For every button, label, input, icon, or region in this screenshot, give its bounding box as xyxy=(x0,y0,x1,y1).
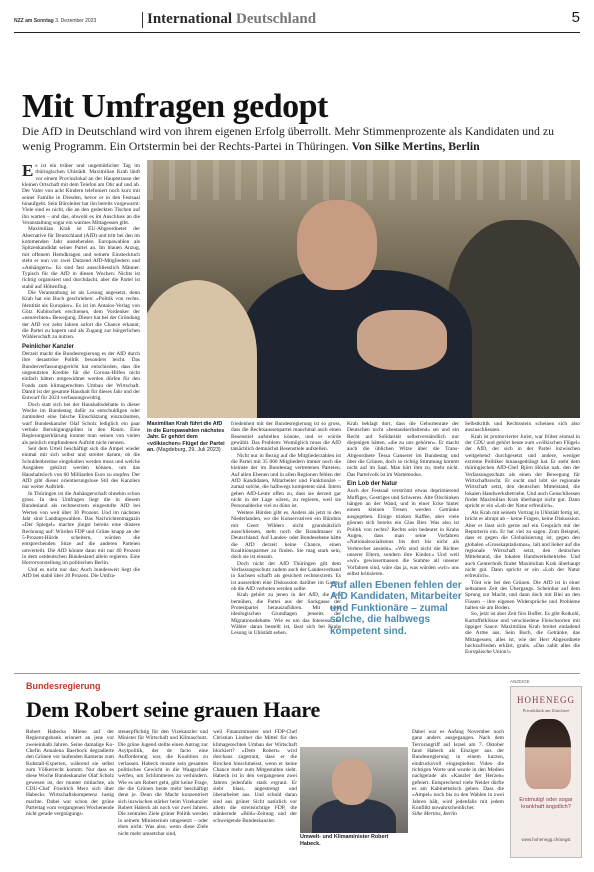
article2-byline: Silke Mertins, Berlin xyxy=(412,811,457,818)
paragraph: Die Veranstaltung ist als Lesung angesetzt, denn Krah hat ein Buch geschrieben: «Politik von rechts. Identität als Europäer». Es ist im Antaios-Verlag von Götz Kubitschek erschienen, dem Vordenker der «neurechten» Bewegung. Dieser hat bei der Gründung der AfD vor zehn Jahren sofort die Chance erkannt, die Partei zu kapern und als Zugang zur bürgerlichen Wählerschaft zu nutzen. xyxy=(22,289,140,341)
article2-column-2 xyxy=(118,729,208,837)
paragraph: Tönt wie bei den Grünen. Die AfD ist in einer seltsamen Zeit des Übergangs. Scheinbar auf dem Sprung zur Macht, und dann doch mit Blei an den Füssen – ihre eigenen Widersprüche und Probleme halten sie am Boden. xyxy=(465,579,580,611)
paragraph: Selbstkritik und Rechtsstein scheinen sich also auszuschliessen. xyxy=(465,421,580,434)
masthead-dateline xyxy=(14,18,96,24)
ad-call-to-action: Erstmutig! oder sogar krankhaft ängstlich? xyxy=(519,797,573,810)
article2-column-4 xyxy=(412,729,504,818)
ad-url-link[interactable]: www.hohenegg.ch/angst xyxy=(521,837,571,842)
paragraph: Derzeit macht die Bundesregierung es der AfD durch ihre desaströse Politik besonders leicht. Das Bundesverfassungsgericht hat entschieden, dass die ungenutzten Kredite für die Corona-Hilfen nicht einfach hätten umgewidmet werden dürfen für den Fonds zum klimagerechten Umbau der Wirtschaft. Damit ist der gesamte Haushalt für dieses Jahr und der Entwurf für 2024 verfassungswidrig. xyxy=(22,350,140,402)
photo-figure-blonde xyxy=(147,280,257,418)
photo-face xyxy=(332,759,372,805)
photo-face xyxy=(297,200,377,290)
article2-column-3-top xyxy=(300,729,408,747)
photo-background-lights xyxy=(147,160,580,200)
article-column-2 xyxy=(231,421,341,637)
paragraph: Doch statt sich bei der Haushaltsdebatte in dieser Woche im Bundestag dafür zu entschuldigen oder zumindest eine falsche Einschätzung einzuräumen, warf Bundeskanzler Olaf Scholz lediglich ein paar verbale Beruhigungspillen in den Raum. Eine Regierungserklärung konnte man seinen von vielen als peinlich empfundenen Auftritt nicht nennen. xyxy=(22,401,140,446)
photo-hand xyxy=(357,310,447,370)
ad-label: ANZEIGE xyxy=(510,679,530,684)
paragraph: So, jetzt ist aber Zeit fürs Buffet. Es gibt Rotkohl, Kartoffelklösse und verschiedene Fleischsorten mit üppiger Sauce. Maximilian Krah breitet einladend die Arme aus. Sein Buch, die Getränke, das Mittagessen, alles ist, wie der Herr Abgeordnete hochzufrieden erklärt, gratis. «Das zahlt alles die Europäische Union!» xyxy=(465,611,580,656)
paragraph: Als Krah mit seinem Vortrag in Uhlstädt fertig ist, bricht er abrupt ab – keine Fragen, keine Diskussion. Aber er lässt sich gerne auf ein Gespräch mit der Reporterin ein. Er hat viel zu sagen. Zum Beispiel, dass er gegen die Globalisierung ist, gegen den globalen «Grosskapitalismus», lalt und lieber auf die regionale Wirtschaft setzt, den deutschen Mittelstand, die lokalen Handwerksbetriebe. Und auch Gentechnik findet Maximilian Krah überhaupt nicht gut. Dann spricht er ein «Lob der Natur erfreulich». xyxy=(465,509,580,580)
paragraph: In Thüringen ist die Anhängerschaft ohnehin schon gross. In den Umfragen liegt die in diesem Bundesland als rechtsextrem eingestufte AfD bei Werten von weit über 30 Prozent. Und im nächsten Jahr sind Landtagswahlen. Das Nachrichtenmagazin «Der Spiegel» machte jüngst bereits eine düstere Rechnung auf: Würden FDP und Grüne knapp an der 5-Prozent-Hürde scheitern, würden die entsprechenden Sitze auf die anderen Parteien umverteilt. Die AfD könnte dann mit nur 40 Prozent in dem ostdeutschen Bundesland allein regieren. Eine Horrorvorstellung im politischen Berlin. xyxy=(22,490,140,567)
article2-photo-habeck xyxy=(300,747,408,833)
paragraph: Weitere Hürden gibt es. Anders als jetzt in den Niederlanden, wo die Konservativen ein Bündnis mit Geert Wilders nicht grundsätzlich ausschliessen, steht noch die Brandmauer in Deutschland. Auf Landes- oder Bundesebene hätte die AfD derzeit keine Chance, einen Koalitionspartner zu finden. Sie mag stark sein, doch sie ist einsam. xyxy=(231,509,341,561)
paragraph: Auch der Festsaal verströmt etwas deprimierend Muffiges, Gestriges und Schweres. Alte Ölschinken hängen an der Wand, und in einer Ecke hinter einem kleinen Tresen werden Getränke ausgegeben. Einige trinken Kaffee, aber viele gönnen sich bereits ein Glas Bier. Was also ist Politik von rechts? Rechts sein bedeutet in Krahs Augen, dass man seine Vorfahren «Nationalsozialismus bis dort bis nicht als Verbrecher ansieht». «Wir sind nicht die Richter unserer Eltern, sondern ihre Kinder.» Und weil «wir» gewissermassen die Summe all unserer Vorfahren sind, wäre das ja, was würden «wir» uns selbst kritisieren. xyxy=(347,488,459,577)
paragraph: Krah gehört zu jenen in der AfD, die sich bemühen, die Partei aus der Sackgasse der Protestpartei herauszuführen. Mit mehr ideologischen Grundlagen jenseits der Migrationsdebatte. Wie es um das Interesse der Wähler daran bestellt ist, lässt sich bei Krahs Lesung in Uhlstädt sehen. xyxy=(231,592,341,637)
paper-name: NZZ am Sonntag xyxy=(14,18,54,24)
article2-headline: Dem Robert seine grauen Haare xyxy=(26,697,320,722)
section-name: International xyxy=(147,11,233,27)
article2-column-1 xyxy=(26,729,114,818)
article-column-1 xyxy=(22,163,140,579)
paragraph: steuerpflichtig für den Vizekanzler und Minister für Wirtschaft und Klimaschutz. Die grüne Jugend stellte einen Antrag zur Asylpolitik, der de facto eine Aufforderung war, die Koalition zu verlassen. Habeck musste sein gesamtes politisches Gewicht in die Waagschale werfen, um Schlimmeres zu verhindern. Wie es um Robert geht, gibt keine Frage, die die Grünen heute mehr beschäftigt denn je. Denn die Macht konzentriert sich inzwischen stärker beim Vizekanzler Robert Habeck als noch vor zwei Jahren. Die zentralen Ziele grüner Politik werden in seinem Ministerium umgesetzt – oder eben nicht. Was also, wenn diese Ziele nicht mehr umsetzbar sind, xyxy=(118,729,208,837)
header-rule xyxy=(14,32,580,33)
article2-photo-caption xyxy=(300,834,408,847)
drop-cap: E xyxy=(22,161,34,180)
paragraph: Dabei war es Anfang November noch ganz anders ausgegangen. Nach dem Terrorangriff auf Israel am 7. Oktober fand Habeck als Einziger aus der Bundesregierung in einem kurzen, eindrucksvoll eingespielten Video die richtigen Worte und wurde in den Medien nachgerade als «Kanzler der Herzen» gefeiert. Entsprechend viele Neider dürfte es am Kabinettstisch geben. Dass die «Ampel» noch bis zu den Wahlen in zwei Jahren hält, wird jedenfalls mit jedem Konflikt unwahrscheinlicher. xyxy=(412,729,504,812)
article-column-4 xyxy=(465,421,580,656)
page-number: 5 xyxy=(571,9,580,26)
section-title xyxy=(147,11,316,28)
article-column-3 xyxy=(347,421,459,577)
article-lede xyxy=(22,124,577,154)
article-headline: Mit Umfragen gedopt xyxy=(22,88,328,125)
advertisement[interactable] xyxy=(510,686,582,858)
paragraph: weil Finanzminister und FDP-Chef Christian Lindner die Mittel für den klimagerechten Umbau der Wirtschaft blockiert? «Dem Robert» wird durchaus zugetraut, dass er die Brocken hinschmeisst, wenn er keine Chance mehr zum Mitgestalten sieht. Habeck ist in den vergangenen zwei Jahren jedenfalls stark ergraut. Er sieht blass, angestrengt und überarbeitet aus. Und schuld daran sind aus grüner Sicht natürlich vor allem die streitsüchtige FDP, die stänkernde «Bild»-Zeitung und der schweigende Bundeskanzler. xyxy=(213,729,297,824)
paragraph: Nicht nur in Bezug auf die Mitgliederzahlen ist die Partei mit 35 000 Mitgliedern immer noch die kleinste der im Bundestag vertretenen Parteien. Auf allen Ebenen und in allen Regionen fehlen der AfD Kandidaten, Mitarbeiter und Funktionäre – zumal solche, die halbwegs kompetent sind. Intern geben AfD-Leute offen zu, dass sie derzeit gar nicht in der Lage wären, zu regieren, weil sie Personaldecke viel zu dünn ist. xyxy=(231,452,341,510)
paragraph: Maximilian Krah ist EU-Abgeordneter der Alternative für Deutschland (AfD) und tritt bei den im kommenden Jahr anstehenden Europawahlen als Spitzenkandidat seiner Partei an. Im blauen Anzug, mit offenem Hemdkragen und seinem Einstecktuch steht er nun vor zwei Dutzend AfD-Mitgliedern und «Anhängern». Es sind fast ausschliesslich Männer. Typisch für die AfD in diesen Wochen: Nichts ist richtig organisiert und durchdacht, aber die Partei ist stabil auf Höhenflug. xyxy=(22,226,140,290)
paragraph: friedenheit mit der Bundesregierung ist so gross, dass die Rechtsaussenpartei manchmal auch einen Besenstiel aufstellen könnte, und er würde gewählt. Das Problem: Womöglich muss die AfD tatsächlich demnächst Besenstiele aufstellen. xyxy=(231,421,341,453)
article-separator xyxy=(14,673,580,674)
article2-column-3 xyxy=(213,729,297,824)
paragraph: Krah beklagt dort, dass die Geburtenrate der Deutschen nicht «bestandserhaltend» sei und ein Recht auf Solidarität selbstverständlich nur diejenigen hätten, «die zu uns gehören». Er macht auch die üblichen Witze über die Trans-Abgeordnete Tessa Ganserer im Bundestag und über die Grünen, doch so richtig Stimmung kommt nicht auf im Saal. Man hört ihm zu, mehr nicht. Das Parteivolk ist im Wartemodus. xyxy=(347,421,459,478)
article-byline: Von Silke Mertins, Berlin xyxy=(351,139,480,153)
caption-bold: Umwelt- und Klimaminister Robert Habeck. xyxy=(300,834,389,847)
lede-text: Die AfD in Deutschland wird von ihrem eigenen Erfolg überrollt. Mehr Stimmenprozente als Kandidaten und zu wenig Programm. Ein Ortstermin bei der Rechts-Partei in Thüringen. xyxy=(22,124,555,153)
paragraph: Es ist ein trüber und ungemütlicher Tag im thüringischen Uhlstädt. Maximilian Krah läuft vor einem Provinzlokal an der Hauptstrasse der kleinen Ortschaft mit dem Telefon am Ohr auf und ab. Der Vater von acht Kindern telefoniert noch kurz mit seiner Familie in Dresden, bevor er in den Festsaal hinaufgeht. Sein Büroleiter hat ihn bereits vorgewarnt: Viele sind es nicht, die an den gedeckten Tischen auf ihn warten – und das, obwohl es im Anschluss an die Veranstaltung sogar ein warmes Mittagessen gibt. xyxy=(22,161,140,227)
article2-kicker: Bundesregierung xyxy=(26,681,101,691)
ad-brand: HOHENEGG xyxy=(517,695,575,705)
caption-bold: Maximilian Krah führt die AfD in die Europawahlen nächstes Jahr. Er gehört dem «völkischen» Flügel der Partei an. xyxy=(147,421,225,454)
paragraph: Doch nicht der AfD Thüringen gilt dem Verfassungsschutz zudem auch der Landesverband in Sachsen schafft als gesichert rechtsextrem. Es ist ausserdem eine Diskussion darüber im Gange, ob die AfD verboten werden sollte. xyxy=(231,560,341,592)
section-divider xyxy=(142,12,143,28)
subsection-name: Deutschland xyxy=(236,11,317,27)
subheading: Ein Lob der Natur xyxy=(347,481,398,488)
paragraph: Robert Habecks Miene auf der Regierungsbank erinnert an jene vor zweieinhalb Jahren. Seine damalige Ko-Chefin Annalena Baerbock degradierte den Grünen vor laufenden Kameras zum Kuhstall-Experten, während sie selbst zum Völkerrecht kommt. Nur dass es diese Woche Bundeskanzler Olaf Scholz gewesen ist, der munter mitlachte, als CDU-Chef Friedrich Merz sich über Habecks Wirtschaftskompetenz lustig machte. Dabei war schon der grüne Parteitag vom vergangenen Wochenende nicht gerade vergnügungs- xyxy=(26,729,114,818)
photo-caption xyxy=(147,421,227,454)
subheading: Peinlicher Kanzler xyxy=(22,343,75,350)
pull-quote: Auf allen Ebenen fehlen der AfD Kandidaten, Mitarbeiter und Funktionäre – zumal solche, die halbwegs kompetent sind. xyxy=(330,580,462,637)
issue-date: 3. Dezember 2023 xyxy=(55,18,97,24)
ad-portrait-image xyxy=(525,719,571,789)
page-header xyxy=(14,8,580,30)
article-photo-krah xyxy=(147,160,580,418)
paragraph: Seit dem Urteil beschäftigt sich die Ampel wieder einmal mit sich selbst und streitet darum, ob die Schuldenbremse eingehalten werden muss und welche Ausgaben gekürzt werden können, um das Haushaltsloch von 60 Milliarden Euro zu stopfen. Der AfD gibt dieser orientierungslose Stil des Kanzlers nur weiter Auftrieb. xyxy=(22,446,140,491)
paragraph: Und es nicht nur das: Auch bundesweit liegt die AfD bei stabil über 20 Prozent. Die Umfra- xyxy=(22,566,140,579)
caption-rest: (Magdeburg, 29. Juli 2023) xyxy=(156,447,221,454)
ad-subtitle: Privatklinik am Zürichsee xyxy=(522,708,570,713)
paragraph: Krah ist promovierter Jurist, war früher einmal in der CDU und gehört heute zum «völkischen Flügel» der AfD, der sich in der Partei inzwischen weitgehend durchgesetzt und andere, weniger extreme Politiker hinausgedrängt hat. Er steht dem thüringischen AfD-Chef Björn Höcke nah, den der Verfassungsschutz als einen der Bewegung für Wirtschaftsrecht. Er sucht und lobt sie regionale Wirtschaft setzt, den deutschen Mittelstand, die lokalen Handwerksbetriebe. Und auch Genschliessen findet Maximilian Krah überhaupt nicht gut. Dann spricht er ein «Lob der Natur erfreulich». xyxy=(465,433,580,510)
